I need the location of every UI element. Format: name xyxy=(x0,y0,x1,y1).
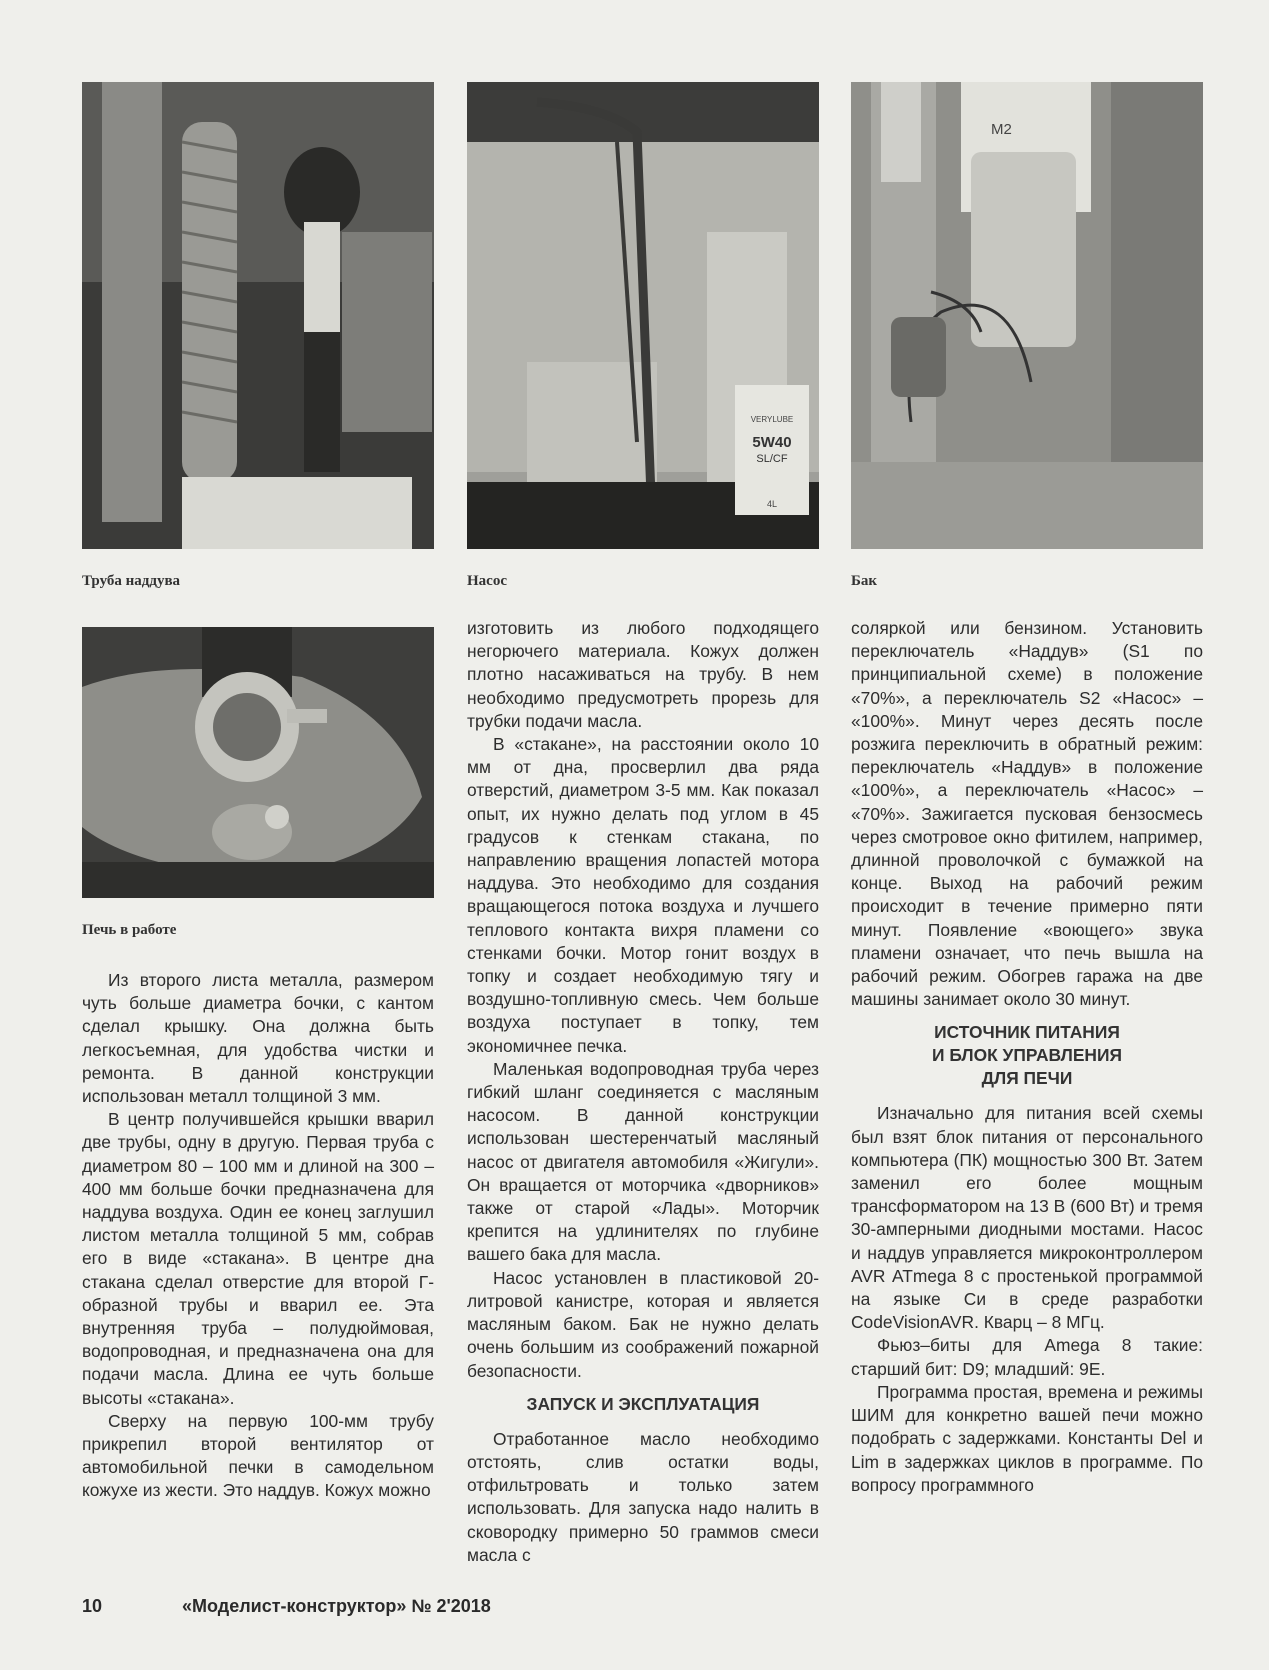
caption-stove-working: Печь в работе xyxy=(82,922,177,938)
can-spec-label: SL/CF xyxy=(756,453,788,465)
caption-boost-pipe: Труба наддува xyxy=(82,573,181,589)
text-column-3 xyxy=(851,617,1203,1497)
wall-label: М2 xyxy=(991,121,1012,138)
col3-paragraph-2: Изначально для питания всей схемы был взят блок питания от персонального компьютера (ПК) мощностью 300 Вт. Затем заменил его более мощным трансформатором на 13 В (600 Вт) и тремя 30-амперными диодными мостами. Насос и наддув управляется микроконтроллером AVR ATmega 8 с простенькой программой на языке Си в среде разработки CodeVisionAVR. Кварц – 8 МГц. xyxy=(851,1103,1203,1333)
caption-tank: Бак xyxy=(851,573,878,589)
photo-pump xyxy=(467,82,819,549)
text-column-1 xyxy=(82,969,434,1503)
caption-pump: Насос xyxy=(467,573,507,589)
heading-power-line-3: ДЛЯ ПЕЧИ xyxy=(981,1068,1073,1089)
heading-power-control xyxy=(851,1021,1203,1090)
heading-power-line-1: ИСТОЧНИК ПИТАНИЯ xyxy=(934,1022,1120,1043)
magazine-issue: «Моделист-конструктор» № 2'2018 xyxy=(182,1596,491,1616)
heading-power-line-2: И БЛОК УПРАВЛЕНИЯ xyxy=(931,1045,1122,1066)
col2-paragraph-5: Отработанное масло необходимо отстоять, слив остатки воды, отфильтровать и только затем использовать. Для запуска надо налить в сковородку примерно 50 граммов смеси масла с xyxy=(467,1428,819,1565)
can-brand-label: VERYLUBE xyxy=(750,415,794,424)
can-grade-label: 5W40 xyxy=(752,434,792,451)
col2-paragraph-4: Насос установлен в пластиковой 20-литровой канистре, которая и является масляным баком. Бак не нужно делать очень большим из соображений пожарной безопасности. xyxy=(467,1267,819,1381)
photo-tank xyxy=(851,82,1203,549)
page-footer xyxy=(82,1596,491,1617)
col1-paragraph-3: Сверху на первую 100-мм трубу прикрепил второй вентилятор от автомобильной печки в самодельном кожухе из жести. Это наддув. Кожух можно xyxy=(82,1410,434,1501)
photo-boost-pipe xyxy=(82,82,434,549)
col2-paragraph-2: В «стакане», на расстоянии около 10 мм от дна, просверлил два ряда отверстий, диаметром 3-5 мм. Как показал опыт, их нужно делать под углом в 45 градусов к стенкам стакана, по направлению вращения лопастей мотора наддува. Это необходимо для создания вращающегося потока воздуха и лучшего теплового контакта вихря пламени со стенками бочки. Мотор гонит воздух в топку и создает необходимую тягу и воздушно-топливную смесь. Чем больше воздуха поступает в топку, тем экономичнее печка. xyxy=(467,734,819,1056)
col3-paragraph-4: Программа простая, времена и режимы ШИМ для конкретно вашей печи можно подобрать с задержками. Константы Del и Lim в задержках циклов в программе. По вопросу программного xyxy=(851,1381,1203,1495)
heading-launch-operation: ЗАПУСК И ЭКСПЛУАТАЦИЯ xyxy=(526,1393,760,1414)
can-volume-label: 4L xyxy=(766,499,778,509)
col2-paragraph-3: Маленькая водопроводная труба через гибкий шланг соединяется с масляным насосом. В данной конструкции использован шестеренчатый масляный насос от двигателя автомобиля «Жигули». Он вращается от моторчика «дворников» также от старой «Лады». Моторчик крепится на удлинителях по глубине вашего бака для масла. xyxy=(467,1058,819,1265)
col3-paragraph-1: соляркой или бензином. Установить переключатель «Наддув» (S1 по принципиальной схеме) в положение «70%», а переключатель S2 «Насос» – «100%». Минут через десять после розжига переключить в обратный режим: переключатель «Наддув» в положение «100%», а переключатель «Насос» – «70%». Зажигается пусковая бензосмесь через смотровое окно фитилем, например, длинной проволочкой с бумажкой на конце. Выход на рабочий режим происходит в течение примерно пяти минут. Появление «воющего» звука пламени означает, что печь вышла на рабочий режим. Обогрев гаража на две машины занимает около 30 минут. xyxy=(851,618,1203,1010)
col1-paragraph-1: Из второго листа металла, размером чуть больше диаметра бочки, с кантом сделал крышку. Она должна быть легкосъемная, для удобства чистки и ремонта. В данной конструкции использован металл толщиной 3 мм. xyxy=(82,970,434,1107)
text-column-2 xyxy=(467,617,819,1567)
col1-paragraph-2: В центр получившейся крышки вварил две трубы, одну в другую. Первая труба с диаметром 80 – 100 мм и длиной на 300 – 400 мм больше бочки предназначена для наддува воздуха. Один ее конец заглушил листом металла толщиной 5 мм, собрав его в виде «стакана». В центре дна стакана сделал отверстие для второй Г-образной трубы и вварил ее. Эта внутренняя труба – полудюймовая, водопроводная, и предназначена она для подачи масла. Длина ее чуть больше высоты «стакана». xyxy=(82,1109,434,1408)
photo-stove-working xyxy=(82,627,434,898)
col3-paragraph-3: Фьюз–биты для Amega 8 такие: старший бит: D9; младший: 9E. xyxy=(851,1335,1203,1379)
col2-paragraph-1: изготовить из любого подходящего негорючего материала. Кожух должен плотно насаживаться на трубу. В нем необходимо предусмотреть прорезь для трубки подачи масла. xyxy=(467,618,819,731)
page-number: 10 xyxy=(82,1596,103,1616)
